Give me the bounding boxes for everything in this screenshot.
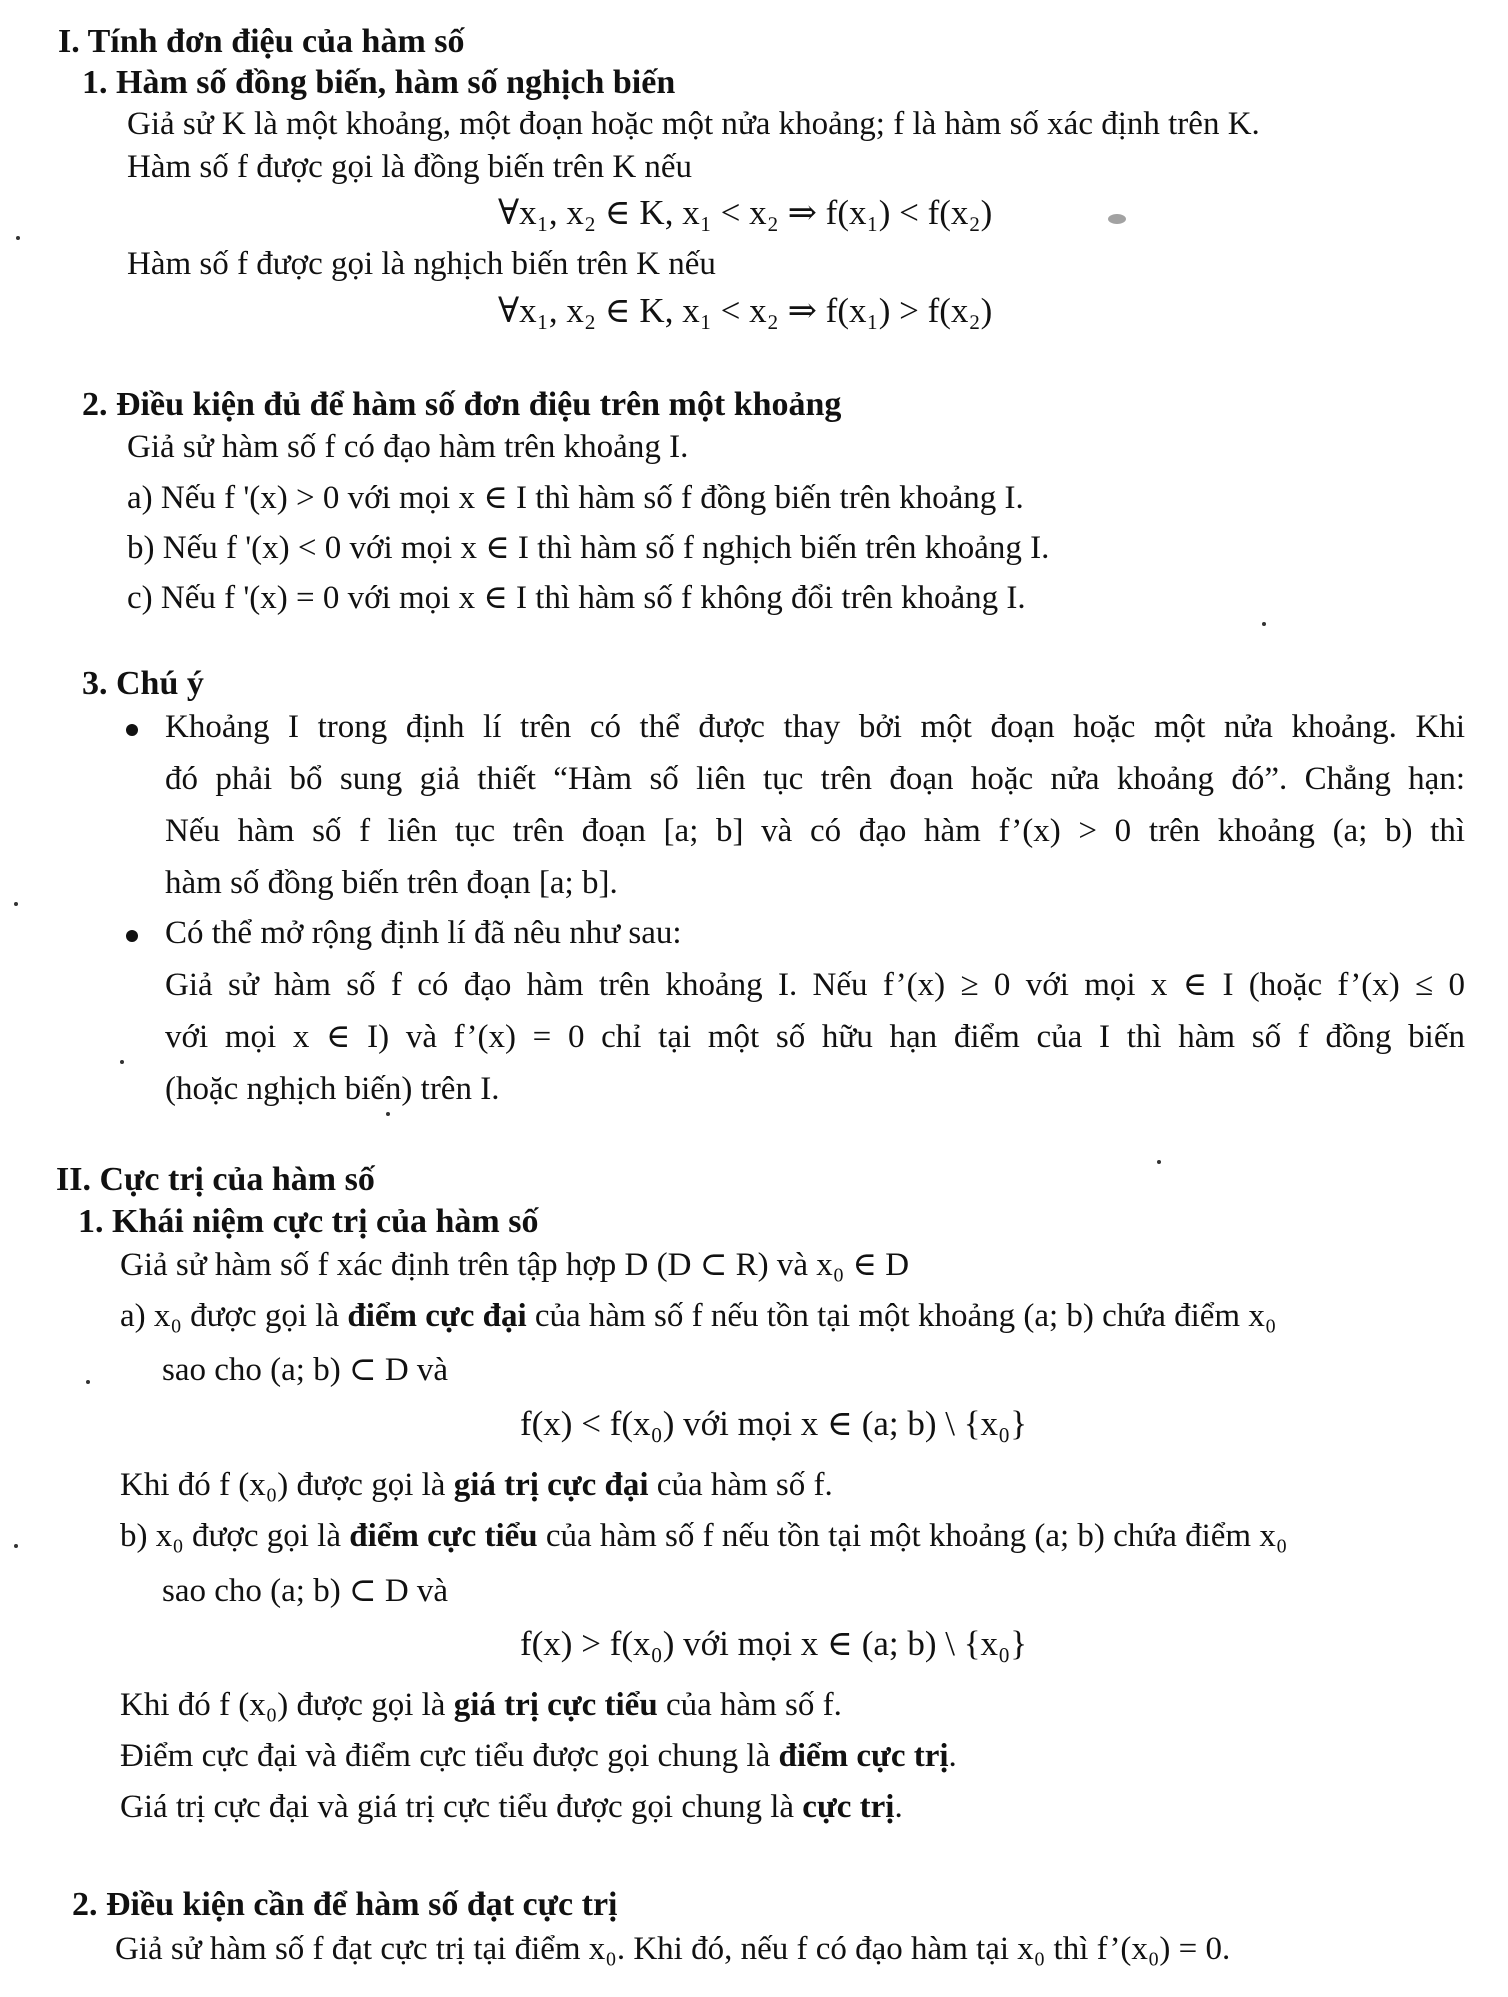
scan-speck xyxy=(14,1544,18,1548)
formula-increasing: ∀x₁, x₂ ∈ K, x₁ < x₂ ⇒ f(x₁) < f(x₂) xyxy=(498,193,993,232)
note-1-line2: đó phải bổ sung giả thiết “Hàm số liên tục trên đoạn hoặc nửa khoảng đó”. Chẳng hạn: xyxy=(165,761,1465,797)
section-2-2-line1: Giả sử hàm số f đạt cực trị tại điểm x₀. Khi đó, nếu f có đạo hàm tại x₀ thì f’(x₀) = 0. xyxy=(115,1931,1231,1967)
min-value-line: Khi đó f (x₀) được gọi là giá trị cực tiểu của hàm số f. xyxy=(120,1687,842,1723)
formula-decreasing: ∀x₁, x₂ ∈ K, x₁ < x₂ ⇒ f(x₁) > f(x₂) xyxy=(498,291,993,330)
definition-b-line1: b) x₀ được gọi là điểm cực tiểu của hàm số f nếu tồn tại một khoảng (a; b) chứa điểm x₀ xyxy=(120,1518,1288,1554)
scan-speck xyxy=(120,1060,124,1064)
note-2-line4: (hoặc nghịch biến) trên I. xyxy=(165,1071,500,1107)
section-1-1-line1: Giả sử K là một khoảng, một đoạn hoặc một nửa khoảng; f là hàm số xác định trên K. xyxy=(127,106,1260,142)
section-2-1-heading: 1. Khái niệm cực trị của hàm số xyxy=(78,1203,539,1240)
section-1-2-intro: Giả sử hàm số f có đạo hàm trên khoảng I. xyxy=(127,429,689,465)
section-1-1-heading: 1. Hàm số đồng biến, hàm số nghịch biến xyxy=(82,64,676,101)
section-1-1-line2: Hàm số f được gọi là đồng biến trên K nếu xyxy=(127,149,693,185)
section-2-2-heading: 2. Điều kiện cần để hàm số đạt cực trị xyxy=(72,1886,618,1923)
definition-a-line1: a) x₀ được gọi là điểm cực đại của hàm số f nếu tồn tại một khoảng (a; b) chứa điểm x₀ xyxy=(120,1298,1277,1334)
extremum-values-line: Giá trị cực đại và giá trị cực tiểu được gọi chung là cực trị. xyxy=(120,1789,903,1825)
scan-speck xyxy=(1157,1160,1161,1164)
note-2-line1: Có thể mở rộng định lí đã nêu như sau: xyxy=(165,915,682,951)
section-1-3-heading: 3. Chú ý xyxy=(82,665,204,702)
formula-minimum: f(x) > f(x₀) với mọi x ∈ (a; b) \ {x₀} xyxy=(520,1624,1028,1663)
section-1-2-heading: 2. Điều kiện đủ để hàm số đơn điệu trên một khoảng xyxy=(82,386,842,423)
note-1-line4: hàm số đồng biến trên đoạn [a; b]. xyxy=(165,865,618,901)
section-1-2-item-a: a) Nếu f '(x) > 0 với mọi x ∈ I thì hàm số f đồng biến trên khoảng I. xyxy=(127,480,1024,516)
scan-smudge xyxy=(1108,214,1126,224)
section-1-2-item-c: c) Nếu f '(x) = 0 với mọi x ∈ I thì hàm số f không đổi trên khoảng I. xyxy=(127,580,1026,616)
max-value-line: Khi đó f (x₀) được gọi là giá trị cực đại của hàm số f. xyxy=(120,1467,833,1503)
scan-speck xyxy=(16,236,20,240)
definition-b-line2: sao cho (a; b) ⊂ D và xyxy=(162,1573,449,1609)
section-1-1-line3: Hàm số f được gọi là nghịch biến trên K nếu xyxy=(127,246,716,282)
note-1-line1: Khoảng I trong định lí trên có thể được thay bởi một đoạn hoặc một nửa khoảng. Khi xyxy=(165,709,1465,745)
bullet-icon xyxy=(126,724,138,736)
section-2-title: II. Cực trị của hàm số xyxy=(56,1161,375,1198)
scan-speck xyxy=(86,1380,90,1384)
note-2-line2: Giả sử hàm số f có đạo hàm trên khoảng I. Nếu f’(x) ≥ 0 với mọi x ∈ I (hoặc f’(x) ≤ 0 xyxy=(165,967,1465,1003)
section-1-2-item-b: b) Nếu f '(x) < 0 với mọi x ∈ I thì hàm số f nghịch biến trên khoảng I. xyxy=(127,530,1050,566)
formula-maximum: f(x) < f(x₀) với mọi x ∈ (a; b) \ {x₀} xyxy=(520,1404,1028,1443)
extremum-points-line: Điểm cực đại và điểm cực tiểu được gọi chung là điểm cực trị. xyxy=(120,1738,957,1774)
note-2-line3: với mọi x ∈ I) và f’(x) = 0 chỉ tại một số hữu hạn điểm của I thì hàm số f đồng biến xyxy=(165,1019,1465,1055)
section-2-1-intro: Giả sử hàm số f xác định trên tập hợp D (D ⊂ R) và x₀ ∈ D xyxy=(120,1247,910,1283)
scan-speck xyxy=(14,902,18,906)
scan-speck xyxy=(386,1112,390,1116)
section-1-title: I. Tính đơn điệu của hàm số xyxy=(58,23,465,60)
definition-a-line2: sao cho (a; b) ⊂ D và xyxy=(162,1352,449,1388)
bullet-icon xyxy=(126,930,138,942)
scan-speck xyxy=(1262,622,1266,626)
note-1-line3: Nếu hàm số f liên tục trên đoạn [a; b] và có đạo hàm f’(x) > 0 trên khoảng (a; b) thì xyxy=(165,813,1465,849)
